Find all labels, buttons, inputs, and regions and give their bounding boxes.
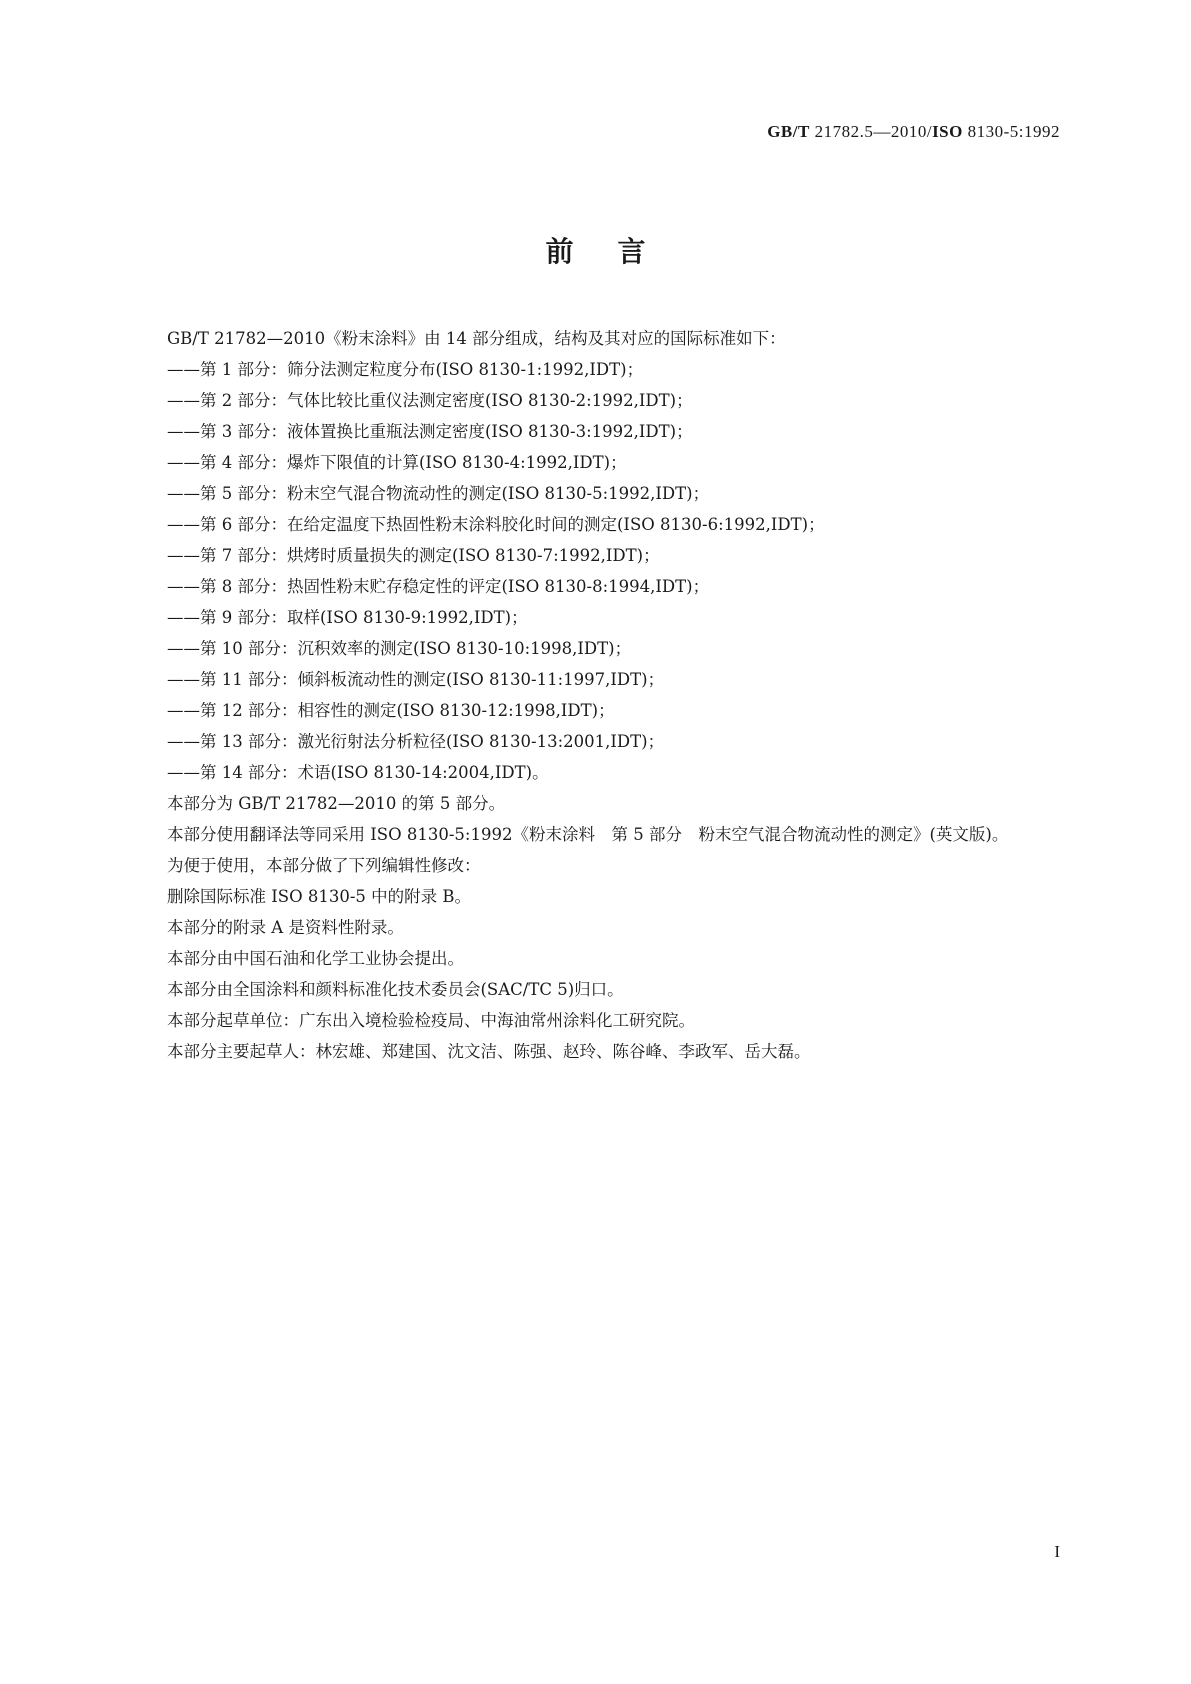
body-paragraph: 为便于使用，本部分做了下列编辑性修改： [167, 856, 481, 875]
body-paragraph: 本部分起草单位：广东出入境检验检疫局、中海油常州涂料化工研究院。 [167, 1011, 695, 1030]
intro-paragraph: GB/T 21782—2010《粉末涂料》由 14 部分组成，结构及其对应的国际标准如下： [167, 329, 786, 348]
part-list-item: ——第 6 部分：在给定温度下热固性粉末涂料胶化时间的测定(ISO 8130-6:1992,IDT)； [167, 515, 825, 534]
part-list-item: ——第 7 部分：烘烤时质量损失的测定(ISO 8130-7:1992,IDT)； [167, 546, 660, 565]
part-list-item: ——第 12 部分：相容性的测定(ISO 8130-12:1998,IDT)； [167, 701, 615, 720]
body-paragraph: 本部分由中国石油和化学工业协会提出。 [167, 949, 464, 968]
part-list-item: ——第 1 部分：筛分法测定粒度分布(ISO 8130-1:1992,IDT)； [167, 360, 644, 379]
part-list-item: ——第 9 部分：取样(ISO 8130-9:1992,IDT)； [167, 608, 528, 627]
body-paragraph: 本部分的附录 A 是资料性附录。 [167, 918, 404, 937]
body-paragraph: 本部分使用翻译法等同采用 ISO 8130-5:1992《粉末涂料 第 5 部分 粉末空气混合物流动性的测定》(英文版)。 [167, 825, 1009, 844]
part-list-item: ——第 2 部分：气体比较比重仪法测定密度(ISO 8130-2:1992,IDT)； [167, 391, 693, 410]
page-number: I [1054, 1542, 1060, 1561]
part-list-item: ——第 5 部分：粉末空气混合物流动性的测定(ISO 8130-5:1992,IDT)； [167, 484, 710, 503]
foreword-body [125, 323, 1063, 1067]
part-list-item: ——第 3 部分：液体置换比重瓶法测定密度(ISO 8130-3:1992,IDT)； [167, 422, 693, 441]
part-list-item: ——第 13 部分：激光衍射法分析粒径(ISO 8130-13:2001,IDT)； [167, 732, 665, 751]
standard-number-header [767, 122, 1060, 142]
part-list-item: ——第 10 部分：沉积效率的测定(ISO 8130-10:1998,IDT)； [167, 639, 632, 658]
standard-code: GB/T [767, 122, 810, 141]
body-paragraph: 本部分主要起草人：林宏雄、郑建国、沈文洁、陈强、赵玲、陈谷峰、李政军、岳大磊。 [167, 1042, 811, 1061]
part-list-item: ——第 4 部分：爆炸下限值的计算(ISO 8130-4:1992,IDT)； [167, 453, 627, 472]
body-paragraph: 删除国际标准 ISO 8130-5 中的附录 B。 [167, 887, 472, 906]
part-list-item: ——第 8 部分：热固性粉末贮存稳定性的评定(ISO 8130-8:1994,IDT)； [167, 577, 710, 596]
part-list-item: ——第 14 部分：术语(ISO 8130-14:2004,IDT)。 [167, 763, 549, 782]
standard-number: 21782.5—2010/ [809, 122, 933, 141]
iso-number: 8130-5:1992 [962, 122, 1060, 141]
body-paragraph: 本部分为 GB/T 21782—2010 的第 5 部分。 [167, 794, 506, 813]
part-list-item: ——第 11 部分：倾斜板流动性的测定(ISO 8130-11:1997,IDT)； [167, 670, 665, 689]
body-paragraph: 本部分由全国涂料和颜料标准化技术委员会(SAC/TC 5)归口。 [167, 980, 624, 999]
iso-code: ISO [932, 122, 963, 141]
page-title: 前言 [545, 235, 690, 268]
